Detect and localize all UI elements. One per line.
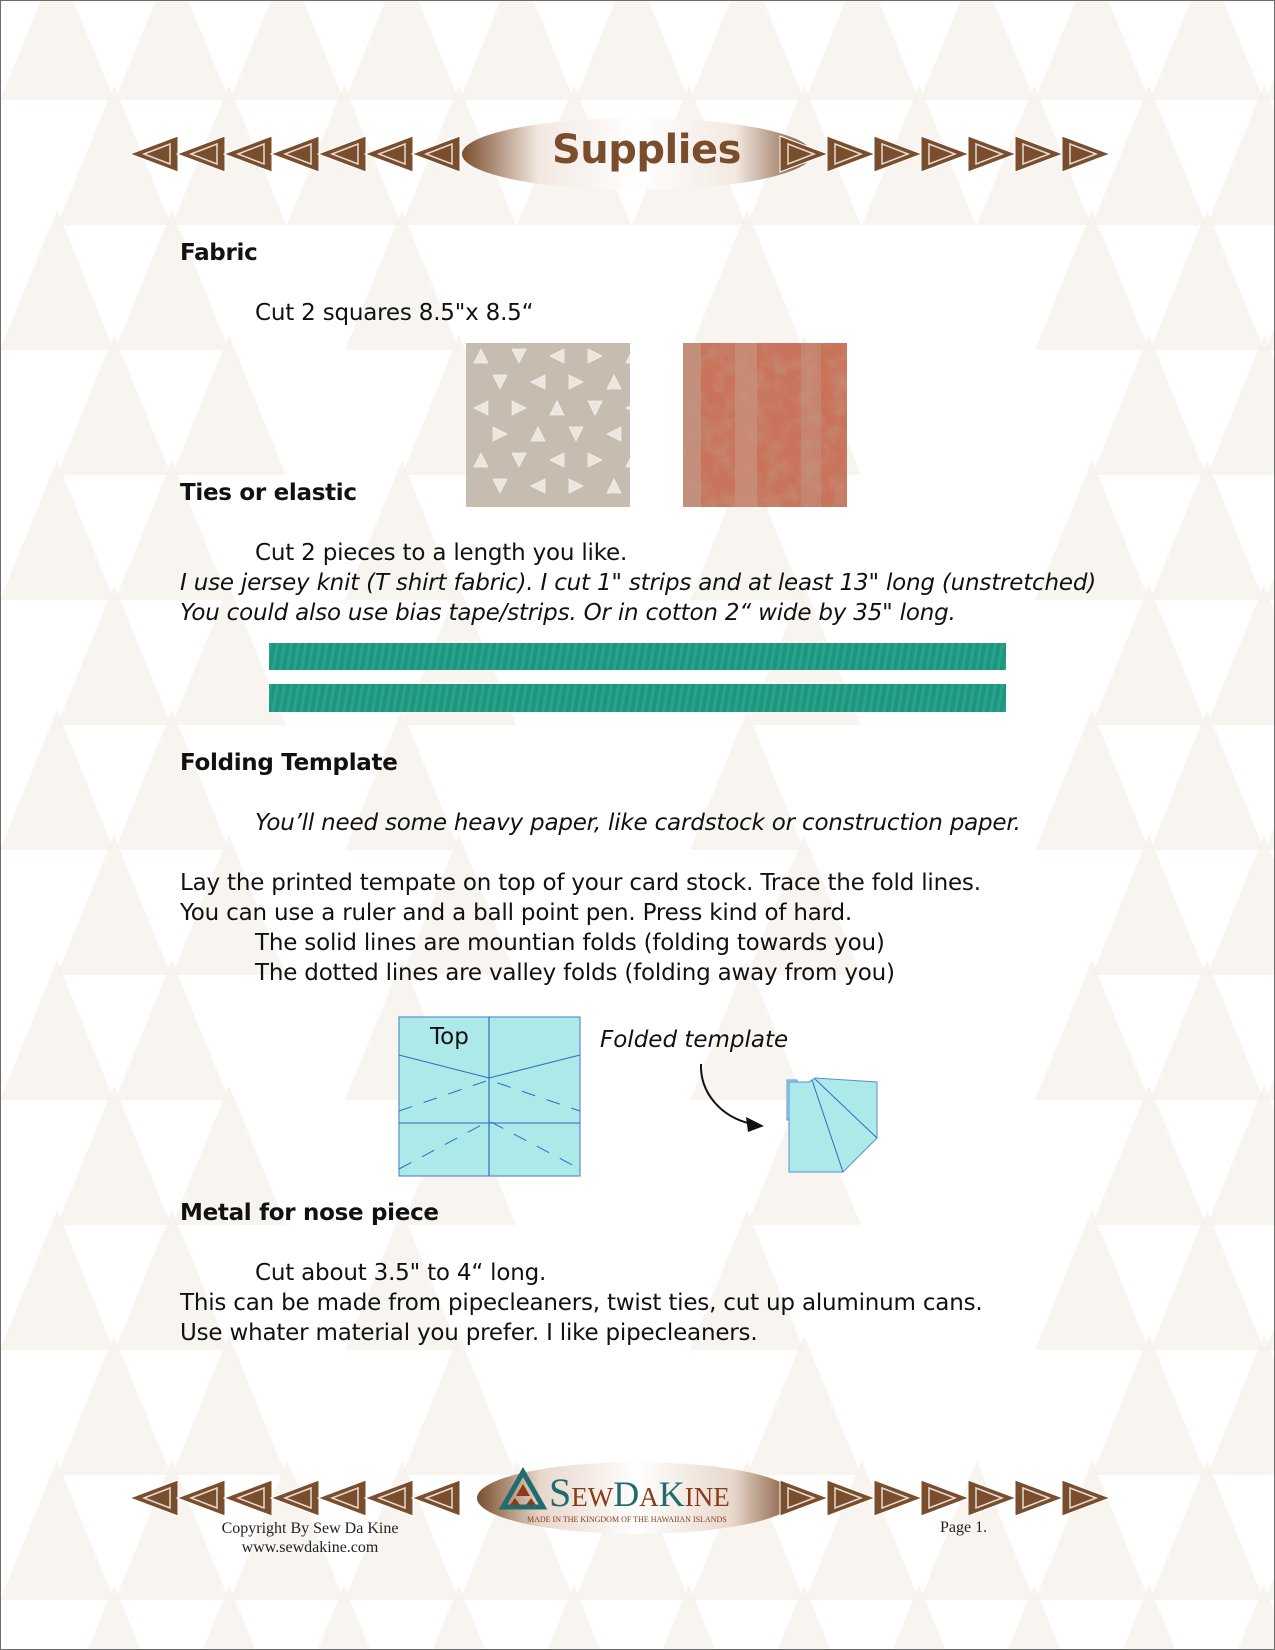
bg-triangle — [115, 0, 229, 100]
bg-triangle — [0, 0, 114, 100]
folding-line: The dotted lines are valley folds (folding away from you) — [255, 960, 895, 986]
arrow-triangle-icon — [271, 136, 319, 172]
page-title: Supplies — [552, 127, 741, 173]
ties-line: Cut 2 pieces to a length you like. — [255, 540, 628, 566]
bg-triangle — [1035, 1210, 1149, 1350]
bg-triangle — [1265, 960, 1275, 1100]
logo-letter: D — [613, 1474, 640, 1514]
bg-triangle — [690, 210, 804, 350]
bg-triangle — [1265, 460, 1275, 600]
bg-triangle — [1265, 1460, 1275, 1600]
bg-triangle — [1150, 1460, 1264, 1600]
bg-triangle — [1207, 335, 1275, 475]
page-number: Page 1. — [940, 1519, 988, 1536]
arrow-triangle-icon — [318, 136, 366, 172]
bg-triangle — [1207, 1335, 1275, 1475]
bg-triangle — [57, 1335, 171, 1475]
bg-triangle — [1150, 960, 1264, 1100]
bg-triangle — [115, 210, 229, 350]
bg-triangle — [345, 210, 459, 350]
arrow-triangle-icon — [177, 136, 225, 172]
bg-triangle — [1092, 585, 1206, 725]
bg-triangle — [1207, 85, 1275, 225]
fabric-line: Cut 2 squares 8.5"x 8.5“ — [255, 300, 534, 326]
bg-triangle — [1265, 1210, 1275, 1350]
curved-arrow-icon — [690, 1062, 770, 1132]
bg-triangle — [1207, 835, 1275, 975]
metal-line: Use whater material you prefer. I like pipecleaners. — [180, 1320, 758, 1346]
bg-triangle — [1265, 0, 1275, 100]
arrow-triangle-icon — [1015, 1480, 1063, 1516]
bg-triangle — [1092, 1335, 1206, 1475]
folding-line: Lay the printed tempate on top of your card stock. Trace the fold lines. — [180, 870, 981, 896]
bg-triangle — [402, 1335, 516, 1475]
bg-triangle — [1265, 210, 1275, 350]
bg-triangle — [172, 335, 286, 475]
bg-triangle — [1035, 710, 1149, 850]
bg-triangle — [172, 1335, 286, 1475]
arrow-triangle-icon — [968, 136, 1016, 172]
arrow-triangle-icon — [827, 136, 875, 172]
arrow-triangle-icon — [1062, 136, 1110, 172]
bg-triangle — [57, 585, 171, 725]
bg-triangle — [0, 460, 114, 600]
arrow-triangle-icon — [130, 136, 178, 172]
metal-line: Cut about 3.5" to 4“ long. — [255, 1260, 547, 1286]
arrow-triangle-icon — [921, 136, 969, 172]
arrow-triangle-icon — [1062, 1480, 1110, 1516]
logo-letter: K — [658, 1474, 685, 1514]
bg-triangle — [920, 0, 1034, 100]
folding-line: You’ll need some heavy paper, like cardstock or construction paper. — [255, 810, 1021, 836]
arrow-triangle-icon — [365, 1480, 413, 1516]
folding-heading: Folding Template — [180, 750, 398, 776]
bg-triangle — [0, 1460, 114, 1600]
bg-triangle — [57, 335, 171, 475]
logo-letter: A — [639, 1482, 659, 1512]
logo-letter: EW — [571, 1482, 614, 1512]
arrow-triangle-icon — [968, 1480, 1016, 1516]
bg-triangle — [1207, 585, 1275, 725]
bg-triangle — [805, 0, 919, 100]
fabric-heading: Fabric — [180, 240, 258, 266]
template-top-label: Top — [430, 1024, 469, 1050]
bg-triangle — [1150, 460, 1264, 600]
arrow-triangle-icon — [780, 1480, 828, 1516]
right-arrow-border — [780, 136, 1110, 172]
folded-template-shape — [785, 1076, 880, 1174]
bg-triangle — [1035, 960, 1149, 1100]
bg-triangle — [57, 1085, 171, 1225]
arrow-triangle-icon — [874, 1480, 922, 1516]
copyright-line: Copyright By Sew Da Kine — [221, 1520, 399, 1537]
bg-triangle — [1150, 1210, 1264, 1350]
bg-triangle — [115, 960, 229, 1100]
metal-line: This can be made from pipecleaners, twist ties, cut up aluminum cans. — [180, 1290, 983, 1316]
arrow-triangle-icon — [318, 1480, 366, 1516]
left-arrow-border — [130, 1480, 460, 1516]
ties-line: You could also use bias tape/strips. Or in cotton 2“ wide by 35" long. — [180, 600, 956, 626]
arrow-triangle-icon — [1015, 136, 1063, 172]
folding-line: The solid lines are mountian folds (folding towards you) — [255, 930, 885, 956]
arrow-triangle-icon — [271, 1480, 319, 1516]
bg-triangle — [1150, 710, 1264, 850]
arrow-triangle-icon — [921, 1480, 969, 1516]
copyright-text — [205, 1519, 415, 1557]
folding-template-diagram — [398, 1016, 582, 1178]
ties-heading: Ties or elastic — [180, 480, 357, 506]
bg-triangle — [575, 0, 689, 100]
bg-triangle — [1035, 0, 1149, 100]
arrow-triangle-icon — [412, 136, 460, 172]
bg-triangle — [1265, 710, 1275, 850]
bg-triangle — [0, 210, 114, 350]
bg-triangle — [115, 710, 229, 850]
bg-triangle — [1092, 835, 1206, 975]
arrow-triangle-icon — [130, 1480, 178, 1516]
arrow-triangle-icon — [224, 1480, 272, 1516]
bg-triangle — [1207, 1085, 1275, 1225]
bg-triangle — [0, 710, 114, 850]
arrow-triangle-icon — [827, 1480, 875, 1516]
left-arrow-border — [130, 136, 460, 172]
logo-tagline: MADE IN THE KINGDOM OF THE HAWAIIAN ISLANDS — [527, 1515, 727, 1524]
right-arrow-border — [780, 1480, 1110, 1516]
arrow-triangle-icon — [365, 136, 413, 172]
arrow-triangle-icon — [412, 1480, 460, 1516]
tie-strip — [269, 643, 1006, 670]
bg-triangle — [57, 835, 171, 975]
website-link[interactable]: www.sewdakine.com — [241, 1539, 379, 1556]
bg-triangle — [1035, 210, 1149, 350]
bg-triangle — [747, 1335, 861, 1475]
bg-triangle — [460, 0, 574, 100]
logo-letter: INE — [684, 1482, 730, 1512]
bg-triangle — [1092, 1085, 1206, 1225]
arrow-triangle-icon — [780, 136, 828, 172]
fabric-swatch-coral — [683, 343, 847, 507]
bg-triangle — [1150, 210, 1264, 350]
tie-strip — [269, 684, 1006, 712]
logo-letter: S — [549, 1470, 572, 1515]
arrow-triangle-icon — [874, 136, 922, 172]
bg-triangle — [345, 0, 459, 100]
bg-triangle — [0, 1210, 114, 1350]
arrow-triangle-icon — [224, 136, 272, 172]
fabric-swatch-beige — [466, 343, 630, 507]
ties-line: I use jersey knit (T shirt fabric). I cut 1" strips and at least 13" long (unstretched) — [180, 570, 1096, 596]
bg-triangle — [230, 0, 344, 100]
arrow-triangle-icon — [177, 1480, 225, 1516]
metal-heading: Metal for nose piece — [180, 1200, 439, 1226]
bg-triangle — [1092, 335, 1206, 475]
bg-triangle — [0, 960, 114, 1100]
folded-template-label: Folded template — [600, 1027, 789, 1053]
logo-wordmark — [549, 1470, 730, 1515]
folding-line: You can use a ruler and a ball point pen. Press kind of hard. — [180, 900, 852, 926]
bg-triangle — [1150, 0, 1264, 100]
bg-triangle — [690, 0, 804, 100]
